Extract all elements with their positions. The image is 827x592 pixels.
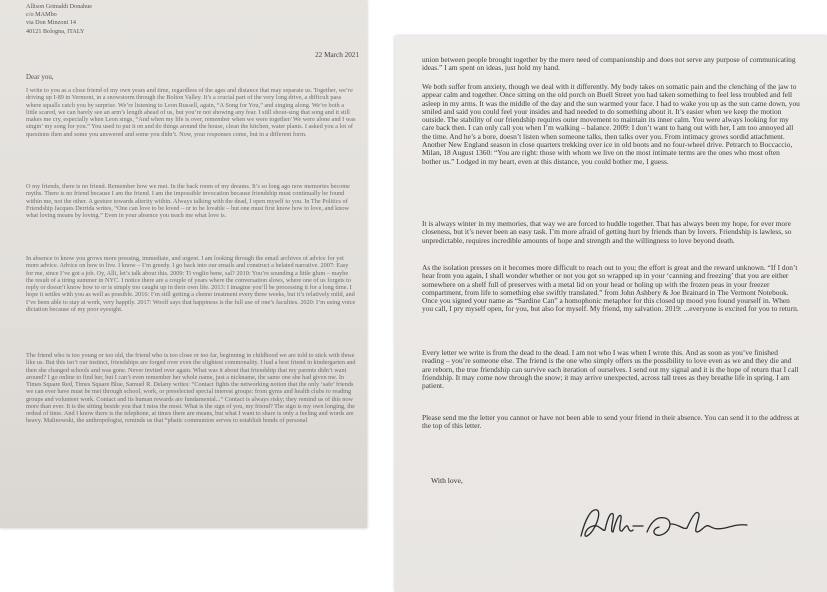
left-paragraph: In absence to know you grows more pressing, immediate, and urgent. I am looking through the email archives of advice for yet more advice. Advice on how to live. I know – I’m greedy. I go back into our emails and construct a belated narrative. 2007: Easy for me, since I’ve got a job. Oy, Alli, let’s talk about this. 2009: Ti voglio bene, sal? 2010: You’re sounding a little glum – maybe the result of a tiring summer in NYC. I notice there are a couple of years where the conversation slows, where one of us forgets to reply or doesn’t know how to or is simply too caught up in their own life. 2013: I imagine you’ll be processing it for a long time. I hope it settles with you as well as possible. 2016: I’m still getting a chemo treatment every three weeks, but it’s relatively mild, and I’ve been able to stay at work, very happily. 2017: Woolf says that happiness is the full use of one’s faculties. 2020: I’m using voice dictation because of my poor eyesight. [26,255,356,313]
left-paragraph: The friend who is too young or too old, the friend who is too close or too far, beginning in childhood we are told to stick with those like us. But this isn’t our instinct, friendships are forged over even the slightest commonality. I had a best friend in kindergarten and then she changed schools and was gone. Never invited over again. What was it about that friendship that my parents didn’t want around? I go online to find her, but I can’t even remember her whole name, just a nickname, the same one she had given me. In Times Square Red, Times Square Blue, Samuel R. Delany writes: “Contact fights the networking notion that the only ‘safe’ friends we can ever have must be met through school, work, or preselected special interest groups: from gyms and health clubs to reading groups and volunteer work. Contact and its human rewards are fundamental...” Contact is always risky; they remind us of this now more than ever. It is the sitting beside you that I miss the most. What is the sign of you, my friend? The sign is my own longing, the ordeal of time. And I know there is the telephone, at times there are means, but what I want to share is only a feeling and words are heavy. Malinowski, the anthropologist, reminds us that “phatic communion serves to establish bonds of personal [26,352,356,425]
left-paragraph: O my friends, there is no friend. Remember how we met. In the back room of my dreams. It’s so long ago now memories become myths. There is no friend because I am the friend. I am the impossible invocation because friendship must continually be found within me, not the other. A gesture towards alterity within. Always talking with the dead, I open myself to you. In The Politics of Friendship Jacques Derrida writes, “One can love to be loved – or to be lovable – but one must first know how to love, and know what loving means by loving.” Even in your absence you teach me what love is. [26,183,350,219]
handwritten-signature [575,502,755,548]
closing: With love, [431,476,463,485]
right-paragraph: We both suffer from anxiety, though we deal with it differently. My body takes on somatic pain and the clenching of the jaw to appear calm and together. Once sitting on the old porch on Buell Street you had taken something to feel less troubled and fell asleep in my arms. It was the middle of the day and the sun warmed your face. I had to wake you up as the sun came down, you smiled and said you could feel your insides and had needed to do something about it. It’s easier when we keep the motion outside. The stability of our friendship requires outer movement to maintain its inner calm. You were always looking for my care back then. I can only call you when I’m walking – balance. 2009: I don’t want to hang out with her, I am too annoyed all the time. And he’s a bore, doesn’t listen when someone talks, then talks over you. From intimacy grows sordid attachment. Another New England season in close quarters trekking over ice in old boots and no four-wheel drive. Petrarch to Boccaccio, Milan, 18 August 1360: “You are right: those with whom we live on the most intimate terms are the ones who most often bother us.” Lodged in my heart, even at this distance, you could bother me, I guess. [422,82,800,166]
right-paragraph: As the isolation presses on it becomes more difficult to reach out to you; the effort is great and the reward unknown. “If I don’t hear from you again, I shall wonder whether or not you got so wrapped up in your ‘canning and freezing’ that you are either somewhere on a shelf full of preserves with a metal lid on your head or holing up with the frozen peas in your freezer compartment, from life to something else swiftly translated.” from John Ashbery & Joe Brainard in The Vermont Notebook. Once you signed your name as “Sardine Can” a homophonic metaphor for this closed up mood you found yourself in. When you call, I pry myself open, for you, but also for myself. My friend, my salvation. 2019: ...everyone is excited for you to return. [422,263,799,314]
salutation: Dear you, [26,73,54,81]
letter-page-right [395,36,827,592]
right-paragraph: Please send me the letter you cannot or have not been able to send your friend in their absence. You can send it to the address at the top of this letter. [422,413,800,431]
sender-name: Allison Grimaldi Donahue [26,3,92,10]
left-paragraph: I write to you as a close friend of my own years and time, regardless of the ages and distance that may separate us. Together, we’re driving up I-89 in Vermont, in a snowstorm through the Bolton Valley. It’s a crucial part of the very long drive, a difficult pass where squalls catch you by surprise. We’re listening to Leon Russell, again, “A Song for You,” and singing along. We’re both a little scared, we can barely see an arm’s length ahead of us, but you’re not showing any fear. I still shout-sing that song and it still makes me cry, especially when Leon sings, “And when my life is over, remember when we were together/ We were alone and I was singin’ my song for you.” You used to put it on and do things around the house, clean the kitchen, water plants. I asked you a lot of questions then and some you answered and some you didn’t. Now, your responses come, but in a different form. [26,87,356,138]
sender-care-of: c/o MAMbo [26,11,57,19]
letter-page-left [0,0,367,528]
right-paragraph: union between people brought together by the mere need of companionship and does not serve any purpose of communicating ideas.” I am spent on ideas, just hold my hand. [422,55,796,73]
right-paragraph: Every letter we write is from the dead to the dead. I am not who I was when I wrote this. And as soon as you’ve finished reading – you’re someone else. The friend is the one who simply offers us the possibility to love even as we and they die and are reborn, the true friendship can survive each iteration of ourselves. I send out my signal and it is the hope of return that I call friendship. It may come now through the snow; it may arrive unexpected, across tall trees as they breathe life in spring. I am patient. [422,348,799,391]
sender-city: 40121 Bologna, ITALY [26,27,85,35]
right-paragraph: It is always winter in my memories, that way we are forced to huddle together. That has always been my hope, for ever more closeness, but it’s never been an easy task. I’m more afraid of getting hurt by friends than by lovers. Friendship is lawless, so unpredictable, requires incredible amounts of hope and strength and the willingness to love beyond death. [422,219,792,245]
letter-date: 22 March 2021 [315,51,359,59]
sender-street: via Don Minzoni 14 [26,19,77,27]
sender-address [26,3,92,36]
